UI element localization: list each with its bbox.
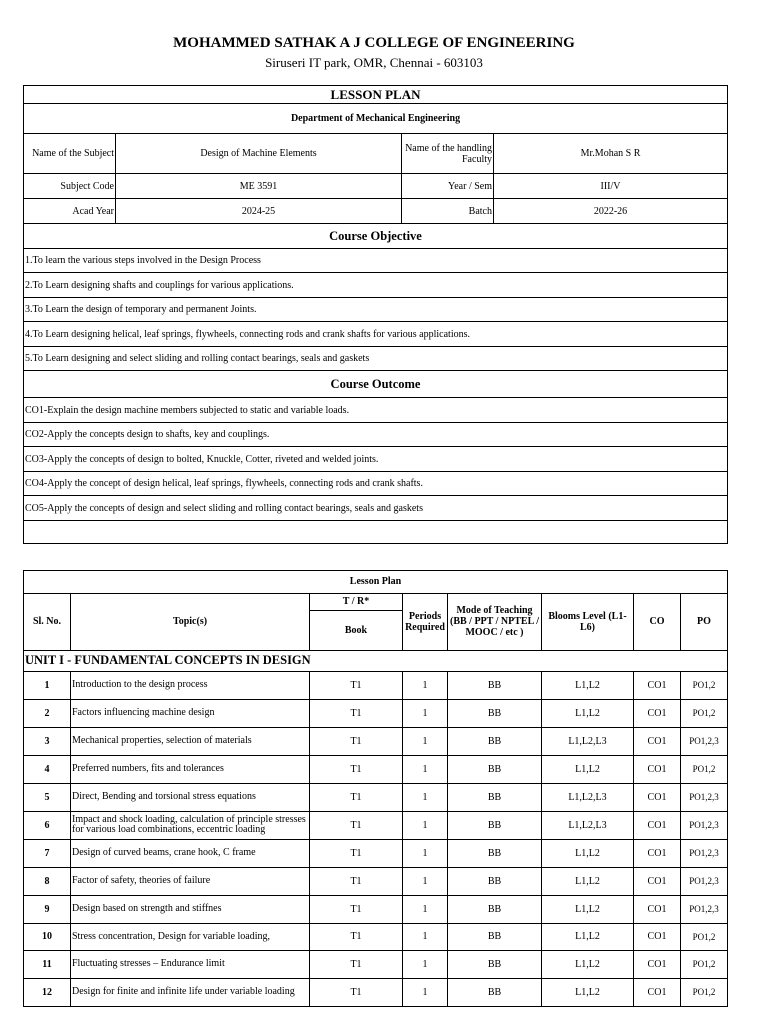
table-row	[24, 671, 728, 699]
book-cell: T1	[310, 727, 403, 755]
periods-cell: 1	[403, 783, 448, 811]
periods-cell: 1	[403, 895, 448, 923]
blooms-cell: L1,L2	[542, 671, 634, 699]
table-row	[24, 755, 728, 783]
periods-cell: 1	[403, 839, 448, 867]
sl-no-cell: 1	[24, 671, 71, 699]
department-name: Department of Mechanical Engineering	[24, 104, 728, 134]
blooms-cell: L1,L2,L3	[542, 783, 634, 811]
periods-cell: 1	[403, 671, 448, 699]
outcome-item: CO1-Explain the design machine members subjected to static and variable loads.	[24, 398, 728, 423]
col-header-sl: Sl. No.	[24, 593, 71, 650]
book-cell: T1	[310, 950, 403, 978]
co-cell: CO1	[634, 950, 681, 978]
lesson-plan-subtitle: Lesson Plan	[24, 570, 728, 593]
book-cell: T1	[310, 755, 403, 783]
blooms-cell: L1,L2	[542, 895, 634, 923]
periods-cell: 1	[403, 755, 448, 783]
sl-no-cell: 7	[24, 839, 71, 867]
mode-cell: BB	[448, 727, 542, 755]
po-cell: PO1,2,3	[681, 867, 728, 895]
table-row	[24, 950, 728, 978]
po-cell: PO1,2,3	[681, 839, 728, 867]
periods-cell: 1	[403, 867, 448, 895]
mode-cell: BB	[448, 867, 542, 895]
col-header-blooms: Blooms Level (L1-L6)	[542, 593, 634, 650]
mode-cell: BB	[448, 811, 542, 839]
po-cell: PO1,2	[681, 671, 728, 699]
subject-code-label: Subject Code	[24, 174, 116, 199]
sl-no-cell: 9	[24, 895, 71, 923]
mode-cell: BB	[448, 895, 542, 923]
outcome-item: CO5-Apply the concepts of design and select sliding and rolling contact bearings, seals and gaskets	[24, 496, 728, 521]
college-name: MOHAMMED SATHAK A J COLLEGE OF ENGINEERING	[173, 35, 575, 51]
table-row	[24, 783, 728, 811]
book-cell: T1	[310, 783, 403, 811]
po-cell: PO1,2	[681, 950, 728, 978]
year-sem-value: III/V	[494, 174, 728, 199]
sl-no-cell: 8	[24, 867, 71, 895]
book-cell: T1	[310, 895, 403, 923]
sl-no-cell: 6	[24, 811, 71, 839]
blooms-cell: L1,L2	[542, 950, 634, 978]
batch-value: 2022-26	[494, 199, 728, 224]
col-header-tr: T / R*	[310, 593, 403, 610]
unit-title: UNIT I - FUNDAMENTAL CONCEPTS IN DESIGN	[24, 650, 728, 671]
co-cell: CO1	[634, 671, 681, 699]
blooms-cell: L1,L2	[542, 839, 634, 867]
col-header-po: PO	[681, 593, 728, 650]
col-header-topic: Topic(s)	[71, 593, 310, 650]
objective-item: 5.To Learn designing and select sliding and rolling contact bearings, seals and gaskets	[24, 347, 728, 371]
table-row	[24, 923, 728, 950]
sl-no-cell: 5	[24, 783, 71, 811]
co-cell: CO1	[634, 699, 681, 727]
po-cell: PO1,2,3	[681, 783, 728, 811]
co-cell: CO1	[634, 895, 681, 923]
year-sem-label: Year / Sem	[402, 174, 494, 199]
outcome-item: CO4-Apply the concept of design helical, leaf springs, flywheels, connecting rods and crank shafts.	[24, 472, 728, 496]
periods-cell: 1	[403, 727, 448, 755]
topic-cell: Stress concentration, Design for variable loading,	[71, 923, 310, 950]
po-cell: PO1,2	[681, 755, 728, 783]
course-outcome-title: Course Outcome	[24, 371, 728, 398]
topic-cell: Preferred numbers, fits and tolerances	[71, 755, 310, 783]
mode-cell: BB	[448, 783, 542, 811]
po-cell: PO1,2,3	[681, 727, 728, 755]
subject-value: Design of Machine Elements	[116, 134, 402, 174]
co-cell: CO1	[634, 811, 681, 839]
subject-code-value: ME 3591	[116, 174, 402, 199]
po-cell: PO1,2	[681, 699, 728, 727]
book-cell: T1	[310, 978, 403, 1006]
mode-cell: BB	[448, 839, 542, 867]
periods-cell: 1	[403, 923, 448, 950]
blooms-cell: L1,L2	[542, 867, 634, 895]
co-cell: CO1	[634, 867, 681, 895]
blooms-cell: L1,L2,L3	[542, 727, 634, 755]
topic-cell: Introduction to the design process	[71, 671, 310, 699]
blooms-cell: L1,L2,L3	[542, 811, 634, 839]
col-header-mode: Mode of Teaching (BB / PPT / NPTEL / MOOC / etc )	[448, 593, 542, 650]
blooms-cell: L1,L2	[542, 923, 634, 950]
spacer-row	[24, 521, 728, 544]
po-cell: PO1,2	[681, 923, 728, 950]
objective-item: 1.To learn the various steps involved in the Design Process	[24, 249, 728, 273]
outcome-item: CO3-Apply the concepts of design to bolted, Knuckle, Cotter, riveted and welded joints.	[24, 447, 728, 472]
table-row	[24, 811, 728, 839]
book-cell: T1	[310, 699, 403, 727]
acad-year-value: 2024-25	[116, 199, 402, 224]
topic-cell: Factor of safety, theories of failure	[71, 867, 310, 895]
periods-cell: 1	[403, 699, 448, 727]
book-cell: T1	[310, 867, 403, 895]
batch-label: Batch	[402, 199, 494, 224]
sl-no-cell: 2	[24, 699, 71, 727]
co-cell: CO1	[634, 755, 681, 783]
topic-cell: Direct, Bending and torsional stress equations	[71, 783, 310, 811]
periods-cell: 1	[403, 950, 448, 978]
topic-cell: Design of curved beams, crane hook, C frame	[71, 839, 310, 867]
co-cell: CO1	[634, 783, 681, 811]
sl-no-cell: 10	[24, 923, 71, 950]
college-address: Siruseri IT park, OMR, Chennai - 603103	[265, 55, 483, 70]
lesson-plan-header-table	[23, 85, 728, 544]
topic-cell: Fluctuating stresses – Endurance limit	[71, 950, 310, 978]
sl-no-cell: 3	[24, 727, 71, 755]
lesson-plan-table	[23, 570, 728, 1007]
subject-label: Name of the Subject	[24, 134, 116, 174]
book-cell: T1	[310, 839, 403, 867]
table-row	[24, 699, 728, 727]
mode-cell: BB	[448, 671, 542, 699]
mode-cell: BB	[448, 923, 542, 950]
col-header-co: CO	[634, 593, 681, 650]
objective-item: 2.To Learn designing shafts and couplings for various applications.	[24, 273, 728, 298]
table-row	[24, 727, 728, 755]
topic-cell: Design for finite and infinite life under variable loading	[71, 978, 310, 1006]
faculty-value: Mr.Mohan S R	[494, 134, 728, 174]
table-row	[24, 867, 728, 895]
book-cell: T1	[310, 811, 403, 839]
co-cell: CO1	[634, 727, 681, 755]
table-row	[24, 839, 728, 867]
co-cell: CO1	[634, 923, 681, 950]
col-header-book: Book	[310, 610, 403, 650]
co-cell: CO1	[634, 978, 681, 1006]
po-cell: PO1,2,3	[681, 895, 728, 923]
outcome-item: CO2-Apply the concepts design to shafts, key and couplings.	[24, 423, 728, 447]
topic-cell: Design based on strength and stiffnes	[71, 895, 310, 923]
table-row	[24, 895, 728, 923]
periods-cell: 1	[403, 978, 448, 1006]
table-row	[24, 978, 728, 1006]
mode-cell: BB	[448, 699, 542, 727]
objective-item: 4.To Learn designing helical, leaf springs, flywheels, connecting rods and crank shafts for various applications.	[24, 322, 728, 347]
acad-year-label: Acad Year	[24, 199, 116, 224]
mode-cell: BB	[448, 755, 542, 783]
co-cell: CO1	[634, 839, 681, 867]
topic-cell: Impact and shock loading, calculation of principle stresses for various load combinations, eccentric loading	[71, 811, 310, 839]
mode-cell: BB	[448, 978, 542, 1006]
sl-no-cell: 4	[24, 755, 71, 783]
po-cell: PO1,2,3	[681, 811, 728, 839]
po-cell: PO1,2	[681, 978, 728, 1006]
topic-cell: Mechanical properties, selection of materials	[71, 727, 310, 755]
mode-cell: BB	[448, 950, 542, 978]
sl-no-cell: 12	[24, 978, 71, 1006]
book-cell: T1	[310, 671, 403, 699]
book-cell: T1	[310, 923, 403, 950]
topic-cell: Factors influencing machine design	[71, 699, 310, 727]
blooms-cell: L1,L2	[542, 755, 634, 783]
course-objective-title: Course Objective	[24, 224, 728, 249]
blooms-cell: L1,L2	[542, 978, 634, 1006]
sl-no-cell: 11	[24, 950, 71, 978]
faculty-label: Name of the handling Faculty	[402, 134, 494, 174]
periods-cell: 1	[403, 811, 448, 839]
col-header-periods: Periods Required	[403, 593, 448, 650]
lesson-plan-title: LESSON PLAN	[24, 86, 728, 104]
objective-item: 3.To Learn the design of temporary and permanent Joints.	[24, 298, 728, 322]
blooms-cell: L1,L2	[542, 699, 634, 727]
